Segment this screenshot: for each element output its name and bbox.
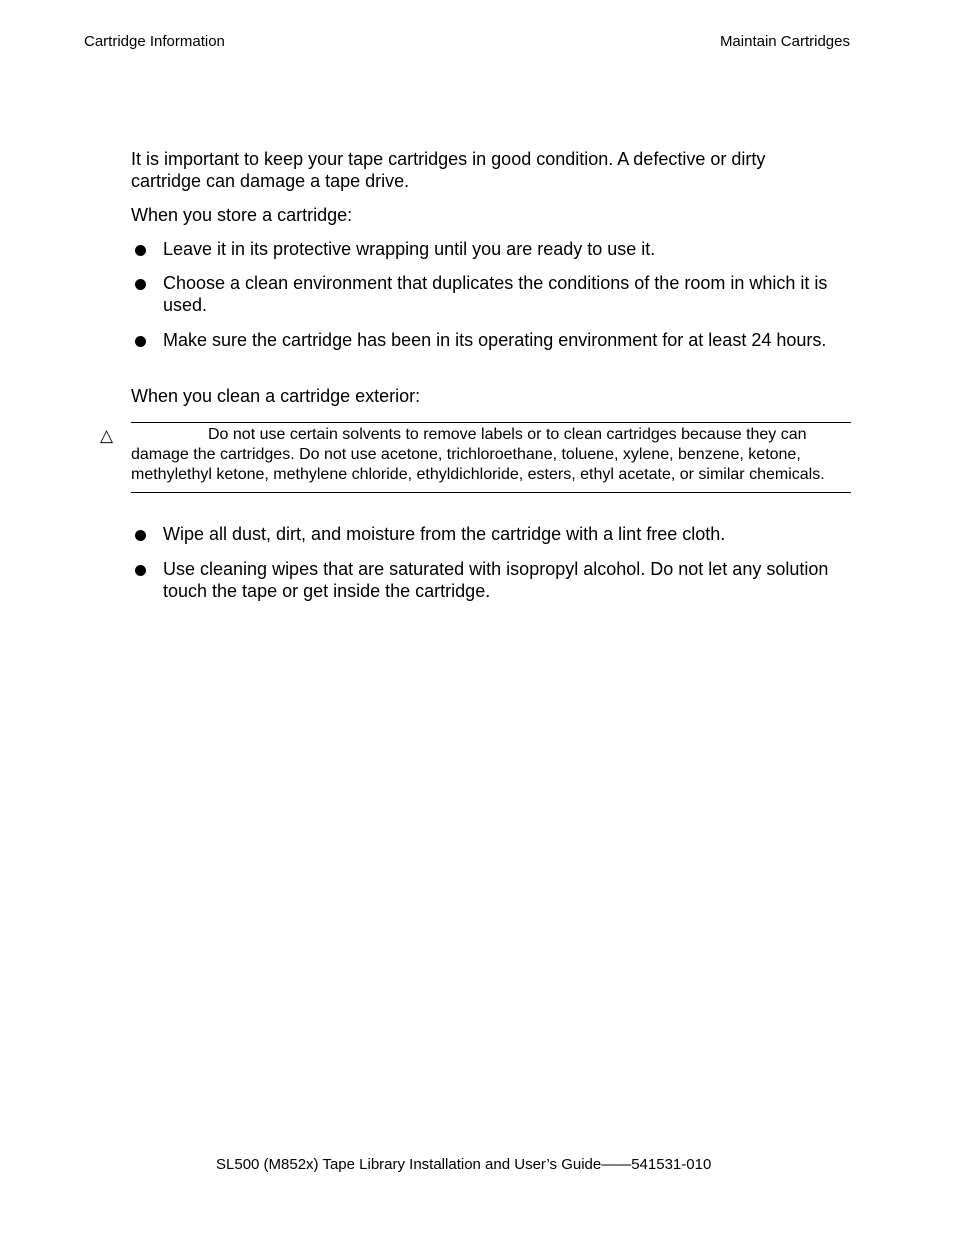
bullet-icon [135, 279, 146, 290]
caution-box [131, 422, 851, 493]
list-item [131, 272, 851, 316]
bullet-icon [135, 530, 146, 541]
list-item [131, 558, 851, 602]
store-intro-paragraph: When you store a cartridge: [131, 205, 353, 225]
caution-text: Do not use certain solvents to remove labels or to clean cartridges because they can damage the cartridges. Do not use acetone, trichloroethane, toluene, xylene, benzene, ketone, methylethyl ketone, methylene chloride, ethyldichloride, esters, ethyl acetate, or similar chemicals. [131, 426, 825, 483]
bullet-icon [135, 245, 146, 256]
list-item-text: Choose a clean environment that duplicates the conditions of the room in which it is used. [163, 273, 828, 315]
clean-intro-paragraph: When you clean a cartridge exterior: [131, 386, 421, 406]
list-item [131, 329, 851, 351]
running-header-right: Maintain Cartridges [719, 33, 850, 50]
list-item-text: Make sure the cartridge has been in its operating environment for at least 24 hours. [163, 330, 827, 350]
list-item-text: Use cleaning wipes that are saturated with isopropyl alcohol. Do not let any solution touch the tape or get inside the cartridge. [163, 559, 829, 601]
page-footer: SL500 (M852x) Tape Library Installation and User’s Guide——541531-010 [216, 1156, 712, 1173]
list-item [131, 523, 851, 545]
bullet-icon [135, 336, 146, 347]
intro-paragraph: It is important to keep your tape cartridges in good condition. A defective or dirty cartridge can damage a tape drive. [131, 149, 766, 191]
list-item-text: Leave it in its protective wrapping until you are ready to use it. [163, 239, 656, 259]
warning-triangle-icon: △ [100, 426, 114, 445]
running-header-left: Cartridge Information [84, 33, 225, 50]
list-item [131, 238, 851, 260]
list-item-text: Wipe all dust, dirt, and moisture from the cartridge with a lint free cloth. [163, 524, 726, 544]
bullet-icon [135, 565, 146, 576]
